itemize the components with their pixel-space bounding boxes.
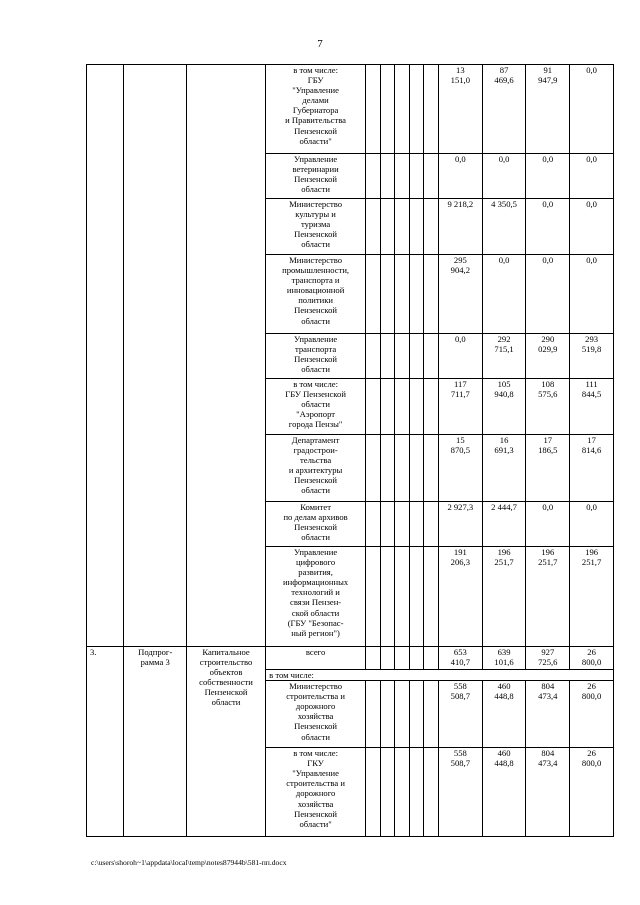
mark-cell	[424, 547, 439, 647]
mark-cell	[366, 748, 381, 837]
mark-cell	[424, 334, 439, 379]
recipient-cell: в том числе: ГБУ Пензенской области "Аэропорт города Пензы"	[266, 379, 366, 435]
number-cell	[87, 65, 124, 647]
amount-cell: 26 800,0	[570, 681, 614, 748]
mark-cell	[395, 681, 410, 748]
mark-cell	[409, 65, 424, 154]
mark-cell	[395, 547, 410, 647]
measure-cell: Капитальное строительство объектов собственности Пензенской области	[186, 647, 265, 837]
subprogram-cell: Подпрог- рамма 3	[124, 647, 186, 837]
mark-cell	[380, 502, 395, 547]
amount-cell: 196 251,7	[526, 547, 570, 647]
mark-cell	[409, 647, 424, 670]
mark-cell	[395, 502, 410, 547]
mark-cell	[424, 154, 439, 199]
footer-file-path: c:\users\shoroh~1\appdata\local\temp\notes87944b\581-пп.docx	[91, 858, 287, 867]
amount-cell: 105 940,8	[482, 379, 526, 435]
mark-cell	[380, 334, 395, 379]
amount-cell: 293 519,8	[570, 334, 614, 379]
mark-cell	[424, 681, 439, 748]
mark-cell	[380, 681, 395, 748]
amount-cell: 804 473,4	[526, 681, 570, 748]
amount-cell: 558 508,7	[438, 748, 482, 837]
mark-cell	[395, 435, 410, 502]
amount-cell: 26 800,0	[570, 647, 614, 670]
amount-cell: 16 691,3	[482, 435, 526, 502]
recipient-cell: в том числе: ГБУ "Управление делами Губернатора и Правительства Пензенской области"	[266, 65, 366, 154]
amount-cell: 804 473,4	[526, 748, 570, 837]
mark-cell	[395, 334, 410, 379]
amount-cell: 0,0	[570, 199, 614, 255]
amount-cell: 0,0	[438, 334, 482, 379]
mark-cell	[380, 65, 395, 154]
amount-cell: 13 151,0	[438, 65, 482, 154]
mark-cell	[366, 199, 381, 255]
mark-cell	[380, 379, 395, 435]
amount-cell: 0,0	[526, 502, 570, 547]
mark-cell	[366, 65, 381, 154]
mark-cell	[409, 154, 424, 199]
amount-cell: 0,0	[570, 502, 614, 547]
mark-cell	[366, 681, 381, 748]
amount-cell: 927 725,6	[526, 647, 570, 670]
mark-cell	[366, 502, 381, 547]
mark-cell	[409, 681, 424, 748]
amount-cell: 0,0	[438, 154, 482, 199]
number-cell: 3.	[87, 647, 124, 837]
amount-cell: 4 350,5	[482, 199, 526, 255]
amount-cell: 91 947,9	[526, 65, 570, 154]
amount-cell: 0,0	[526, 255, 570, 334]
mark-cell	[409, 502, 424, 547]
amount-cell: 292 715,1	[482, 334, 526, 379]
amount-cell: 196 251,7	[570, 547, 614, 647]
recipient-cell: Комитет по делам архивов Пензенской области	[266, 502, 366, 547]
amount-cell: 460 448,8	[482, 748, 526, 837]
mark-cell	[395, 65, 410, 154]
mark-cell	[380, 154, 395, 199]
mark-cell	[380, 647, 395, 670]
mark-cell	[395, 255, 410, 334]
measure-cell	[186, 65, 265, 647]
amount-cell: 117 711,7	[438, 379, 482, 435]
amount-cell: 191 206,3	[438, 547, 482, 647]
amount-cell: 0,0	[482, 255, 526, 334]
mark-cell	[395, 154, 410, 199]
mark-cell	[424, 502, 439, 547]
mark-cell	[366, 334, 381, 379]
budget-table	[86, 64, 614, 837]
amount-cell: 460 448,8	[482, 681, 526, 748]
amount-cell: 17 814,6	[570, 435, 614, 502]
mark-cell	[380, 255, 395, 334]
amount-cell: 196 251,7	[482, 547, 526, 647]
amount-cell: 2 444,7	[482, 502, 526, 547]
mark-cell	[395, 379, 410, 435]
recipient-cell: Управление цифрового развития, информационных технологий и связи Пензен- ской области (ГБУ "Безопас- ный регион")	[266, 547, 366, 647]
amount-cell: 0,0	[570, 65, 614, 154]
amount-cell: 26 800,0	[570, 748, 614, 837]
page-number: 7	[317, 38, 323, 50]
amount-cell: 653 410,7	[438, 647, 482, 670]
mark-cell	[366, 379, 381, 435]
mark-cell	[380, 199, 395, 255]
mark-cell	[409, 748, 424, 837]
mark-cell	[395, 199, 410, 255]
amount-cell: 111 844,5	[570, 379, 614, 435]
recipient-cell: Управление транспорта Пензенской области	[266, 334, 366, 379]
table-row	[87, 647, 614, 670]
mark-cell	[395, 647, 410, 670]
amount-cell: 0,0	[570, 255, 614, 334]
recipient-cell: Департамент градострои- тельства и архитектуры Пензенской области	[266, 435, 366, 502]
recipient-cell: всего	[266, 647, 366, 670]
mark-cell	[424, 65, 439, 154]
amount-cell: 17 186,5	[526, 435, 570, 502]
amount-cell: 0,0	[526, 199, 570, 255]
amount-cell: 639 101,6	[482, 647, 526, 670]
mark-cell	[395, 748, 410, 837]
amount-cell: 290 029,9	[526, 334, 570, 379]
amount-cell: 15 870,5	[438, 435, 482, 502]
amount-cell: 87 469,6	[482, 65, 526, 154]
mark-cell	[380, 748, 395, 837]
mark-cell	[424, 379, 439, 435]
recipient-cell: Министерство строительства и дорожного хозяйства Пензенской области	[266, 681, 366, 748]
mark-cell	[424, 255, 439, 334]
mark-cell	[409, 255, 424, 334]
amount-cell: 0,0	[482, 154, 526, 199]
mark-cell	[380, 435, 395, 502]
mark-cell	[424, 199, 439, 255]
including-label-cell: в том числе:	[266, 670, 614, 681]
amount-cell: 2 927,3	[438, 502, 482, 547]
amount-cell: 558 508,7	[438, 681, 482, 748]
subprogram-cell	[124, 65, 186, 647]
mark-cell	[366, 647, 381, 670]
mark-cell	[424, 647, 439, 670]
mark-cell	[409, 547, 424, 647]
mark-cell	[409, 199, 424, 255]
recipient-cell: Министерство промышленности, транспорта и инновационной политики Пензенской области	[266, 255, 366, 334]
recipient-cell: в том числе: ГКУ "Управление строительства и дорожного хозяйства Пензенской области"	[266, 748, 366, 837]
recipient-cell: Управление ветеринарии Пензенской области	[266, 154, 366, 199]
amount-cell: 9 218,2	[438, 199, 482, 255]
mark-cell	[380, 547, 395, 647]
mark-cell	[366, 255, 381, 334]
mark-cell	[424, 748, 439, 837]
table-row	[87, 65, 614, 154]
mark-cell	[424, 435, 439, 502]
mark-cell	[409, 334, 424, 379]
table-body	[87, 65, 614, 837]
mark-cell	[409, 379, 424, 435]
mark-cell	[366, 547, 381, 647]
amount-cell: 0,0	[570, 154, 614, 199]
amount-cell: 295 904,2	[438, 255, 482, 334]
mark-cell	[366, 154, 381, 199]
mark-cell	[409, 435, 424, 502]
amount-cell: 0,0	[526, 154, 570, 199]
mark-cell	[366, 435, 381, 502]
amount-cell: 108 575,6	[526, 379, 570, 435]
recipient-cell: Министерство культуры и туризма Пензенской области	[266, 199, 366, 255]
